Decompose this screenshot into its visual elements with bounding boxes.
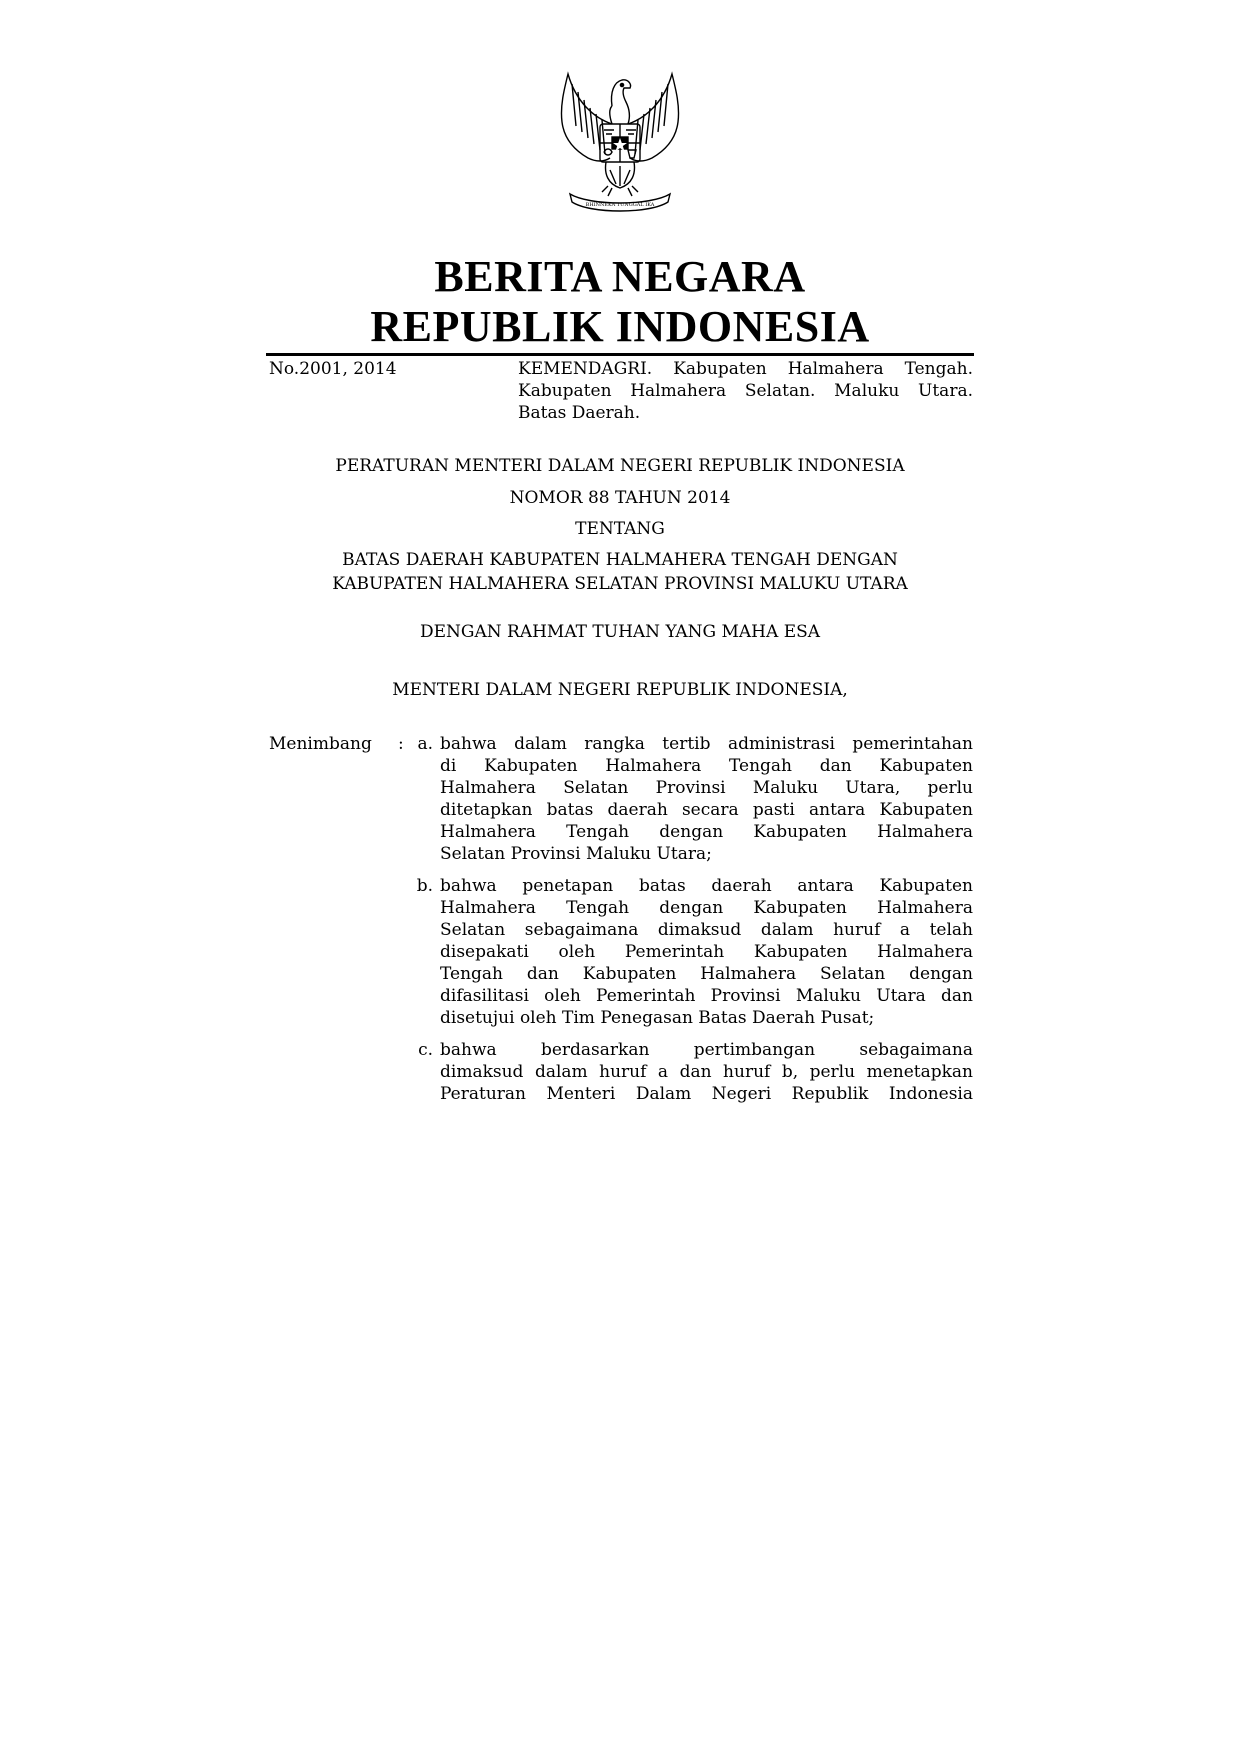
considerations-label: Menimbang bbox=[269, 734, 372, 754]
gazette-subject-line: Kabupaten Halmahera Selatan. Maluku Utara. bbox=[518, 381, 973, 401]
regulation-blessing: DENGAN RAHMAT TUHAN YANG MAHA ESA bbox=[419, 622, 821, 642]
consideration-line: bahwa berdasarkan pertimbangan sebagaimana bbox=[440, 1040, 973, 1060]
consideration-line: disetujui oleh Tim Penegasan Batas Daerah Pusat; bbox=[440, 1008, 875, 1028]
consideration-line: Selatan Provinsi Maluku Utara; bbox=[440, 844, 712, 864]
consideration-item-a bbox=[440, 733, 973, 865]
gazette-subject bbox=[518, 358, 973, 424]
consideration-line: Tengah dan Kabupaten Halmahera Selatan dengan bbox=[440, 964, 973, 984]
considerations-colon: : bbox=[398, 734, 404, 754]
consideration-line: difasilitasi oleh Pemerintah Provinsi Maluku Utara dan bbox=[440, 986, 973, 1006]
consideration-line: Halmahera Tengah dengan Kabupaten Halmahera bbox=[440, 898, 973, 918]
consideration-line: bahwa dalam rangka tertib administrasi pemerintahan bbox=[440, 734, 973, 754]
consideration-item-c bbox=[440, 1039, 973, 1105]
consideration-line: Peraturan Menteri Dalam Negeri Republik Indonesia bbox=[440, 1084, 973, 1104]
regulation-title-line-1: BATAS DAERAH KABUPATEN HALMAHERA TENGAH DENGAN bbox=[342, 550, 898, 570]
regulation-about: TENTANG bbox=[575, 519, 665, 539]
regulation-issuer: MENTERI DALAM NEGERI REPUBLIK INDONESIA, bbox=[392, 680, 848, 700]
consideration-line: dimaksud dalam huruf a dan huruf b, perlu menetapkan bbox=[440, 1062, 973, 1082]
consideration-line: di Kabupaten Halmahera Tengah dan Kabupaten bbox=[440, 756, 973, 776]
consideration-line: Halmahera Tengah dengan Kabupaten Halmahera bbox=[440, 822, 973, 842]
gazette-title-line-1: BERITA NEGARA bbox=[434, 252, 806, 301]
consideration-line: bahwa penetapan batas daerah antara Kabupaten bbox=[440, 876, 973, 896]
consideration-letter: b. bbox=[416, 876, 433, 896]
regulation-number: NOMOR 88 TAHUN 2014 bbox=[509, 488, 731, 508]
gazette-subject-line: Batas Daerah. bbox=[518, 403, 641, 423]
consideration-line: disepakati oleh Pemerintah Kabupaten Halmahera bbox=[440, 942, 973, 962]
regulation-heading: PERATURAN MENTERI DALAM NEGERI REPUBLIK INDONESIA bbox=[335, 456, 905, 476]
consideration-line: ditetapkan batas daerah secara pasti antara Kabupaten bbox=[440, 800, 973, 820]
consideration-line: Halmahera Selatan Provinsi Maluku Utara, perlu bbox=[440, 778, 973, 798]
gazette-subject-line: KEMENDAGRI. Kabupaten Halmahera Tengah. bbox=[518, 359, 973, 379]
regulation-title-line-2: KABUPATEN HALMAHERA SELATAN PROVINSI MALUKU UTARA bbox=[332, 574, 908, 594]
gazette-number: No.2001, 2014 bbox=[269, 359, 397, 379]
svg-text:BHINNEKA TUNGGAL IKA: BHINNEKA TUNGGAL IKA bbox=[585, 202, 655, 208]
header-divider bbox=[266, 353, 974, 356]
consideration-letter: c. bbox=[418, 1040, 433, 1060]
gazette-title-line-2: REPUBLIK INDONESIA bbox=[370, 302, 870, 351]
consideration-item-b bbox=[440, 875, 973, 1029]
consideration-line: Selatan sebagaimana dimaksud dalam huruf a telah bbox=[440, 920, 973, 940]
consideration-letter: a. bbox=[417, 734, 433, 754]
garuda-pancasila-emblem-icon bbox=[550, 66, 690, 218]
